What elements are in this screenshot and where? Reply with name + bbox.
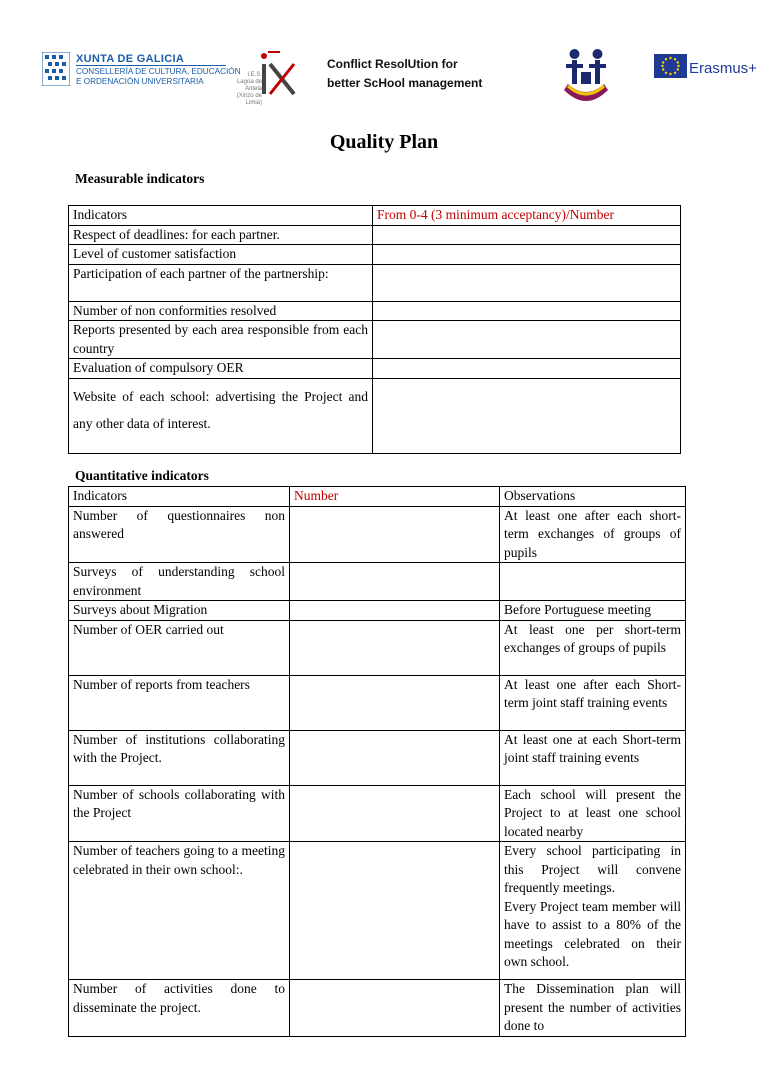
number-cell[interactable] [290, 675, 500, 730]
score-cell[interactable] [373, 301, 681, 321]
xunta-subtitle-1: CONSELLERÍA DE CULTURA, EDUCACIÓN [76, 67, 241, 76]
xunta-de-galicia-logo [42, 52, 242, 88]
observation-cell: At least one after each short-term exchanges of groups of pupils [500, 506, 686, 563]
number-cell[interactable] [290, 980, 500, 1037]
observation-cell: At least one after each Short-term joint staff training events [500, 675, 686, 730]
xunta-divider [76, 65, 226, 66]
observation-cell [500, 842, 686, 980]
observation-paragraph: Every school participating in this Project will convene frequently meetings. [504, 843, 681, 895]
page-header [0, 0, 768, 110]
table-row [69, 785, 686, 842]
indicator-cell: Level of customer satisfaction [69, 245, 373, 265]
table-row [69, 301, 681, 321]
indicator-cell: Surveys of understanding school environment [69, 563, 290, 601]
eu-flag-icon [654, 54, 687, 78]
header-cell-indicators: Indicators [69, 487, 290, 507]
observation-cell: At least one per short-term exchanges of groups of pupils [500, 620, 686, 675]
indicator-cell: Participation of each partner of the partnership: [69, 264, 373, 301]
project-title [327, 55, 482, 93]
header-cell-observations: Observations [500, 487, 686, 507]
table-row [69, 563, 686, 601]
xunta-subtitle-2: E ORDENACIÓN UNIVERSITARIA [76, 77, 204, 86]
header-cell-number: Number [290, 487, 500, 507]
score-cell[interactable] [373, 225, 681, 245]
observation-cell: At least one at each Short-term joint staff training events [500, 730, 686, 785]
observation-cell: The Dissemination plan will present the number of activities done to [500, 980, 686, 1037]
indicator-cell: Website of each school: advertising the Project and any other data of interest. [69, 378, 373, 453]
project-title-line2: better ScHool management [327, 76, 483, 90]
table-header-row [69, 487, 686, 507]
table-row [69, 264, 681, 301]
score-cell[interactable] [373, 264, 681, 301]
indicator-cell: Number of schools collaborating with the Project [69, 785, 290, 842]
indicator-cell: Respect of deadlines: for each partner. [69, 225, 373, 245]
quantitative-section-title: Quantitative indicators [75, 468, 209, 483]
table-row [69, 601, 686, 621]
observation-cell: Each school will present the Project to at least one school located nearby [500, 785, 686, 842]
erasmus-label: Erasmus+ [689, 60, 757, 77]
page-title: Quality Plan [329, 131, 439, 153]
score-cell[interactable] [373, 321, 681, 359]
number-cell[interactable] [290, 601, 500, 621]
table-row [69, 245, 681, 265]
table-row [69, 730, 686, 785]
table-header-row [69, 206, 681, 226]
table-row [69, 359, 681, 379]
score-cell[interactable] [373, 245, 681, 265]
measurable-indicators-table [68, 205, 681, 454]
indicator-cell: Number of non conformities resolved [69, 301, 373, 321]
measurable-section-title: Measurable indicators [75, 171, 205, 186]
indicator-cell: Reports presented by each area responsible from each country [69, 321, 373, 359]
observation-cell: Before Portuguese meeting [500, 601, 686, 621]
table-row [69, 620, 686, 675]
indicator-cell: Number of teachers going to a meeting celebrated in their own school:. [69, 842, 290, 980]
erasmus-plus-logo [654, 52, 757, 88]
number-cell[interactable] [290, 730, 500, 785]
quantitative-indicators-table [68, 486, 686, 1037]
indicator-cell: Number of institutions collaborating with the Project. [69, 730, 290, 785]
galicia-flag-icon [42, 52, 70, 86]
number-cell[interactable] [290, 620, 500, 675]
header-cell-score: From 0-4 (3 minimum acceptancy)/Number [373, 206, 681, 226]
indicator-cell: Surveys about Migration [69, 601, 290, 621]
indicator-cell: Number of reports from teachers [69, 675, 290, 730]
indicator-cell: Number of activities done to disseminate the project. [69, 980, 290, 1037]
score-cell[interactable] [373, 359, 681, 379]
indicator-cell: Evaluation of compulsory OER [69, 359, 373, 379]
number-cell[interactable] [290, 563, 500, 601]
table-row [69, 378, 681, 453]
indicator-cell: Number of OER carried out [69, 620, 290, 675]
table-row [69, 321, 681, 359]
school-crest-icon [560, 46, 612, 108]
table-row [69, 506, 686, 563]
project-title-line1: Conflict ResolUtion for [327, 57, 458, 71]
table-row [69, 842, 686, 980]
number-cell[interactable] [290, 785, 500, 842]
score-cell[interactable] [373, 378, 681, 453]
ies-logo-text: I.E.S. Lagoa de Antela (Xinzo de Limia) [236, 72, 262, 106]
table-row [69, 675, 686, 730]
table-row [69, 980, 686, 1037]
ies-school-logo [236, 50, 298, 106]
number-cell[interactable] [290, 506, 500, 563]
table-row [69, 225, 681, 245]
observation-cell [500, 563, 686, 601]
number-cell[interactable] [290, 842, 500, 980]
ix-mark-icon [260, 50, 298, 96]
xunta-title: XUNTA DE GALICIA [76, 53, 185, 65]
indicator-cell: Number of questionnaires non answered [69, 506, 290, 563]
header-cell-indicators: Indicators [69, 206, 373, 226]
observation-paragraph: Every Project team member will have to assist to a 80% of the meetings celebrated on their own school. [504, 898, 681, 969]
